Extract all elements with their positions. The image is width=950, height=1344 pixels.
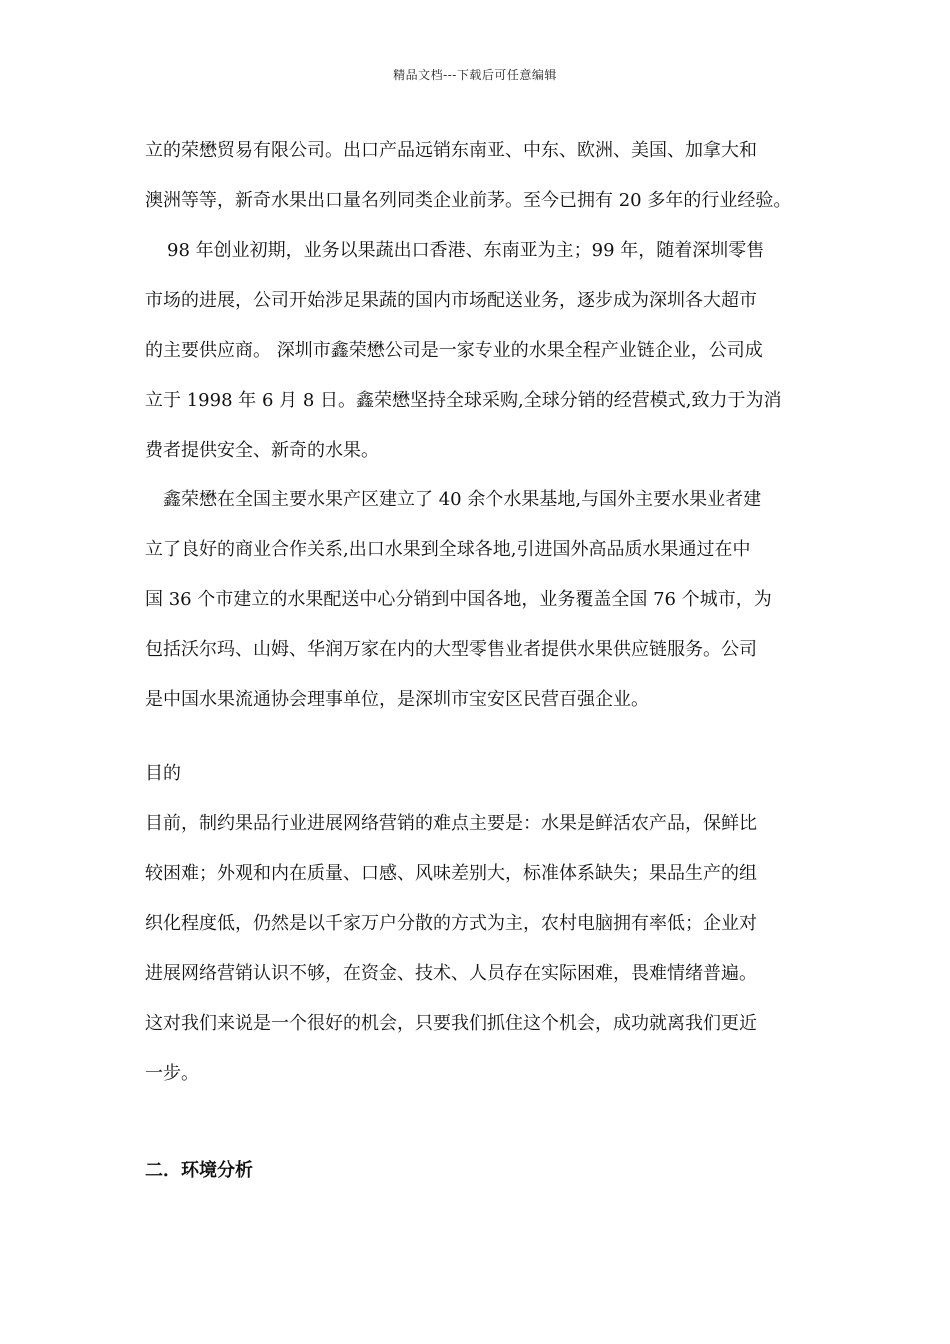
purpose-line-1: 目前，制约果品行业进展网络营销的难点主要是：水果是鲜活农产品，保鲜比 bbox=[145, 813, 757, 834]
paragraph-2-line-1: 98 年创业初期，业务以果蔬出口香港、东南亚为主；99 年，随着深圳零售 bbox=[167, 240, 765, 261]
purpose-line-6: 一步。 bbox=[145, 1063, 199, 1084]
paragraph-3-line-2: 立了良好的商业合作关系,出口水果到全球各地,引进国外高品质水果通过在中 bbox=[145, 539, 751, 560]
purpose-title: 目的 bbox=[145, 763, 181, 784]
paragraph-3-line-1: 鑫荣懋在全国主要水果产区建立了 40 余个水果基地,与国外主要水果业者建 bbox=[163, 489, 762, 510]
purpose-line-4: 进展网络营销认识不够，在资金、技术、人员存在实际困难，畏难情绪普遍。 bbox=[145, 963, 757, 984]
paragraph-1-line-2: 澳洲等等，新奇水果出口量名列同类企业前茅。至今已拥有 20 多年的行业经验。 bbox=[145, 190, 792, 211]
paragraph-2-line-5: 费者提供安全、新奇的水果。 bbox=[145, 440, 379, 461]
page-header: 精品文档---下载后可任意编辑 bbox=[393, 68, 557, 82]
purpose-line-2: 较困难；外观和内在质量、口感、风味差别大，标准体系缺失；果品生产的组 bbox=[145, 863, 757, 884]
paragraph-3-line-3: 国 36 个市建立的水果配送中心分销到中国各地，业务覆盖全国 76 个城市，为 bbox=[145, 589, 772, 610]
paragraph-3-line-5: 是中国水果流通协会理事单位，是深圳市宝安区民营百强企业。 bbox=[145, 689, 649, 710]
paragraph-2-line-4: 立于 1998 年 6 月 8 日。鑫荣懋坚持全球采购,全球分销的经营模式,致力于为消 bbox=[145, 390, 782, 411]
paragraph-2-line-2: 市场的进展，公司开始涉足果蔬的国内市场配送业务，逐步成为深圳各大超市 bbox=[145, 290, 757, 311]
paragraph-2-line-3: 的主要供应商。 深圳市鑫荣懋公司是一家专业的水果全程产业链企业，公司成 bbox=[145, 340, 763, 361]
purpose-line-3: 织化程度低，仍然是以千家万户分散的方式为主，农村电脑拥有率低；企业对 bbox=[145, 913, 757, 934]
paragraph-1-line-1: 立的荣懋贸易有限公司。出口产品远销东南亚、中东、欧洲、美国、加拿大和 bbox=[145, 140, 757, 161]
section-heading: 二．环境分析 bbox=[145, 1160, 253, 1181]
paragraph-3-line-4: 包括沃尔玛、山姆、华润万家在内的大型零售业者提供水果供应链服务。公司 bbox=[145, 639, 757, 660]
purpose-line-5: 这对我们来说是一个很好的机会，只要我们抓住这个机会，成功就离我们更近 bbox=[145, 1013, 757, 1034]
